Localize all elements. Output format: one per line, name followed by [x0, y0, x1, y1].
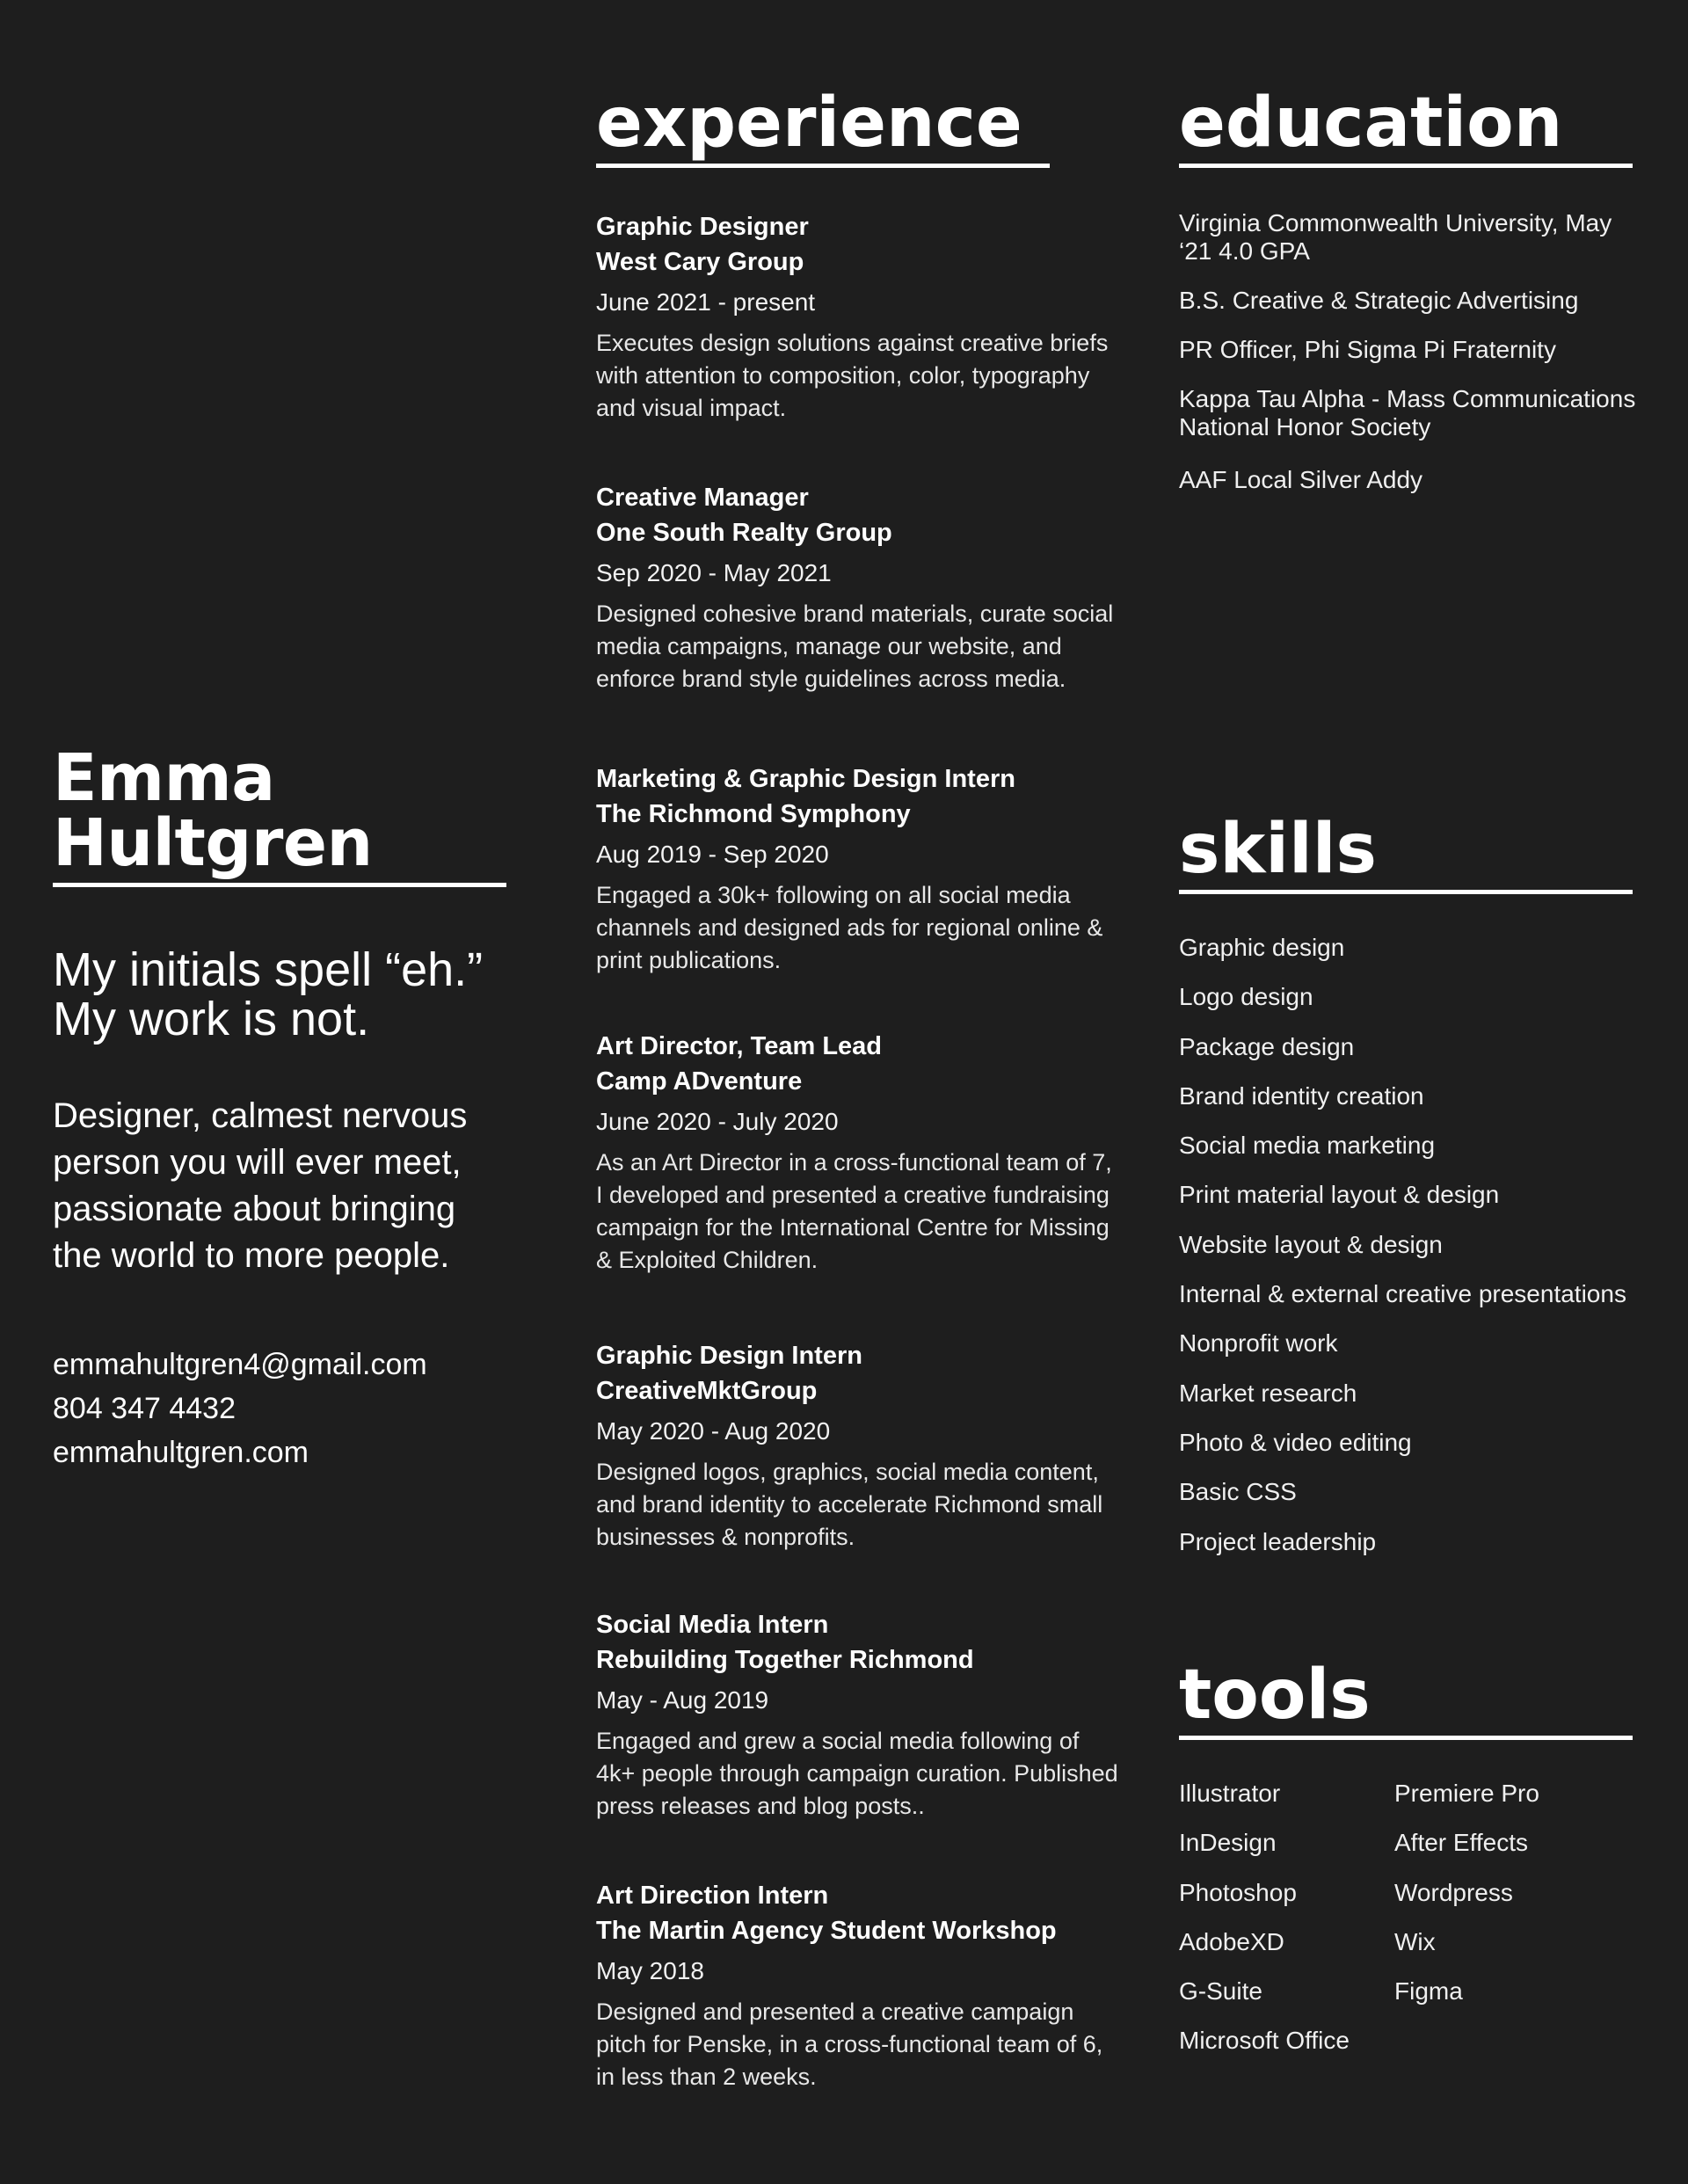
list-item: Package design — [1179, 1032, 1355, 1060]
job-dates: May - Aug 2019 — [596, 1686, 769, 1714]
job-entry — [596, 1029, 1124, 1277]
name-heading — [53, 740, 506, 887]
tools-list-col-1 — [1179, 1780, 1350, 2077]
profile-column — [53, 740, 506, 1474]
education-list — [1179, 209, 1645, 515]
tools-list-col-2 — [1394, 1780, 1539, 2027]
job-dates: May 2018 — [596, 1957, 704, 1984]
job-entry — [596, 1878, 1124, 2093]
job-entry — [596, 1338, 1124, 1554]
list-item: G-Suite — [1179, 1977, 1262, 2006]
tagline-line-1: My initials spell “eh.” — [53, 943, 484, 996]
list-item: Wix — [1394, 1927, 1436, 1955]
job-title: Social Media Intern — [596, 1611, 829, 1639]
job-description: Designed cohesive brand materials, curate social media campaigns, manage our website, and enforce brand style guidelines across media. — [596, 601, 1114, 692]
job-entry — [596, 480, 1124, 695]
job-title: Graphic Designer — [596, 213, 809, 241]
list-item: Virginia Commonwealth University, May ‘21 4.0 GPA — [1179, 209, 1612, 265]
list-item: Kappa Tau Alpha - Mass Communications National Honor Society — [1179, 385, 1636, 440]
list-item: Social media marketing — [1179, 1132, 1436, 1160]
job-company: The Martin Agency Student Workshop — [596, 1917, 1057, 1945]
last-name: Hultgren — [53, 805, 373, 881]
job-company: One South Realty Group — [596, 519, 892, 547]
first-name: Emma — [53, 740, 275, 816]
website-link[interactable]: emmahultgren.com — [53, 1436, 309, 1469]
job-company: Camp ADventure — [596, 1067, 803, 1096]
tools-heading: tools — [1179, 1660, 1633, 1740]
skills-heading: skills — [1179, 814, 1633, 894]
job-title: Creative Manager — [596, 484, 809, 512]
skills-list — [1179, 934, 1626, 1577]
job-description: As an Art Director in a cross-functional team of 7, I developed and presented a creative fundraising campaign for the International Centre for Missing & Exploited Children. — [596, 1149, 1112, 1273]
list-item: Nonprofit work — [1179, 1329, 1338, 1358]
job-title: Art Direction Intern — [596, 1882, 829, 1910]
list-item: Graphic design — [1179, 934, 1345, 961]
contact-info — [53, 1343, 506, 1474]
job-title: Art Director, Team Lead — [596, 1032, 883, 1060]
job-title: Marketing & Graphic Design Intern — [596, 765, 1015, 793]
job-description: Designed logos, graphics, social media content, and brand identity to accelerate Richmond small businesses & nonprofits. — [596, 1459, 1103, 1550]
tagline-line-2: My work is not. — [53, 993, 370, 1045]
list-item: Photoshop — [1179, 1878, 1297, 1906]
skills-section — [1179, 810, 1633, 1555]
list-item: B.S. Creative & Strategic Advertising — [1179, 287, 1579, 314]
job-company: The Richmond Symphony — [596, 800, 911, 828]
list-item: AdobeXD — [1179, 1927, 1284, 1955]
job-description: Engaged and grew a social media following of 4k+ people through campaign curation. Published press releases and blog posts.. — [596, 1728, 1118, 1819]
list-item: Brand identity creation — [1179, 1081, 1424, 1110]
job-entry — [596, 209, 1124, 425]
list-item: InDesign — [1179, 1829, 1277, 1857]
list-item: Internal & external creative presentations — [1179, 1280, 1626, 1308]
job-company: CreativeMktGroup — [596, 1377, 818, 1405]
list-item: Project leadership — [1179, 1527, 1377, 1555]
list-item: Illustrator — [1179, 1780, 1281, 1807]
job-dates: May 2020 - Aug 2020 — [596, 1417, 831, 1445]
list-item: Photo & video editing — [1179, 1428, 1412, 1456]
list-item: Print material layout & design — [1179, 1181, 1500, 1209]
job-company: West Cary Group — [596, 248, 804, 276]
phone-number: 804 347 4432 — [53, 1392, 236, 1425]
job-description: Engaged a 30k+ following on all social media channels and designed ads for regional online & print publications. — [596, 882, 1103, 973]
education-heading: education — [1179, 88, 1633, 168]
list-item: Microsoft Office — [1179, 2027, 1350, 2055]
job-company: Rebuilding Together Richmond — [596, 1646, 974, 1674]
experience-heading: experience — [596, 88, 1050, 168]
education-section — [1179, 84, 1636, 493]
experience-section — [596, 84, 1124, 2090]
email-link[interactable]: emmahultgren4@gmail.com — [53, 1348, 427, 1381]
job-description: Designed and presented a creative campaign pitch for Penske, in a cross-functional team of 6, in less than 2 weeks. — [596, 1998, 1103, 2090]
list-item: Premiere Pro — [1394, 1780, 1539, 1807]
list-item: Figma — [1394, 1977, 1463, 2006]
list-item: Market research — [1179, 1379, 1357, 1407]
list-item: After Effects — [1394, 1829, 1528, 1857]
list-item: Logo design — [1179, 983, 1313, 1011]
job-description: Executes design solutions against creative briefs with attention to composition, color, typography and visual impact. — [596, 330, 1109, 421]
list-item: Wordpress — [1394, 1878, 1513, 1906]
job-entry — [596, 1607, 1124, 1823]
job-title: Graphic Design Intern — [596, 1342, 862, 1370]
list-item: Basic CSS — [1179, 1478, 1297, 1506]
job-dates: Sep 2020 - May 2021 — [596, 559, 832, 586]
job-entry — [596, 761, 1124, 977]
list-item: Website layout & design — [1179, 1230, 1443, 1258]
tagline — [53, 945, 506, 1044]
tools-section — [1179, 1656, 1633, 2055]
list-item: AAF Local Silver Addy — [1179, 466, 1423, 493]
bio: Designer, calmest nervous person you will ever meet, passionate about bringing the world to more people. — [53, 1096, 468, 1275]
job-dates: June 2020 - July 2020 — [596, 1108, 839, 1135]
job-dates: Aug 2019 - Sep 2020 — [596, 841, 829, 868]
list-item: PR Officer, Phi Sigma Pi Fraternity — [1179, 336, 1556, 363]
job-dates: June 2021 - present — [596, 288, 816, 316]
